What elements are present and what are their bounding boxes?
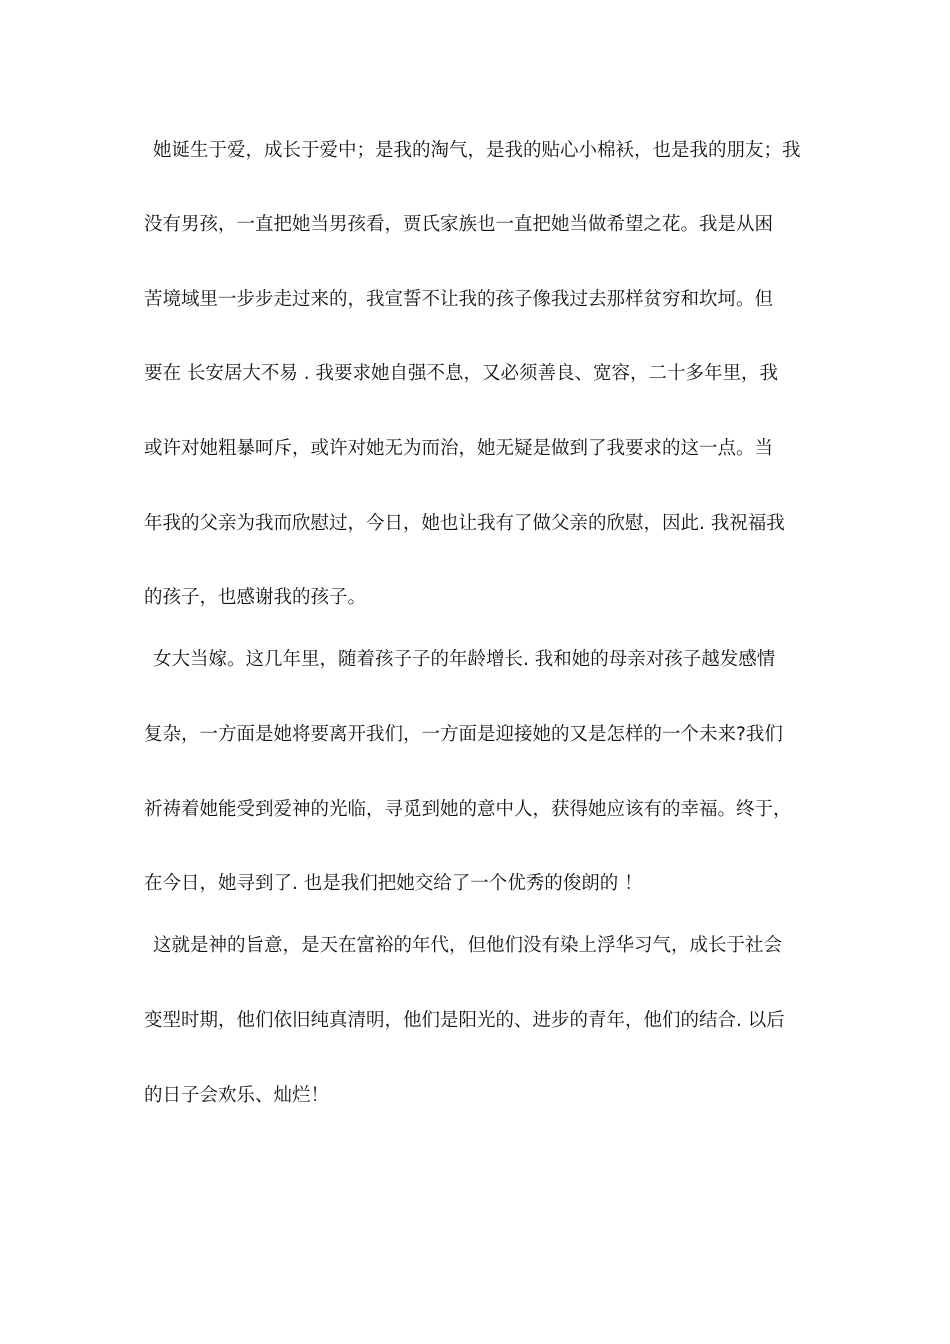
paragraph-1-line-2: 没有男孩，一直把她当男孩看，贾氏家族也一直把她当做希望之花。我是从困 — [144, 214, 774, 235]
paragraph-1-line-4: 要在 长安居大不易 . 我要求她自强不息，又必须善良、宽容，二十多年里，我 — [144, 363, 779, 384]
paragraph-1-line-6: 年我的父亲为我而欣慰过，今日，她也让我有了做父亲的欣慰，因此. 我祝福我 — [144, 513, 785, 534]
paragraph-2-line-4: 在今日，她寻到了. 也是我们把她交给了一个优秀的俊朗的 ！ — [144, 873, 643, 894]
paragraph-3-line-3: 的日子会欢乐、灿烂！ — [144, 1085, 330, 1106]
paragraph-3-line-2: 变型时期，他们依旧纯真清明，他们是阳光的、进步的青年，他们的结合. 以后 — [144, 1010, 785, 1031]
paragraph-2-line-2: 复杂，一方面是她将要离开我们，一方面是迎接她的又是怎样的一个未来?我们 — [144, 724, 783, 745]
paragraph-3-line-1: 这就是神的旨意，是天在富裕的年代，但他们没有染上浮华习气，成长于社会 — [153, 935, 783, 956]
paragraph-1-line-3: 苦境域里一步步走过来的，我宣誓不让我的孩子像我过去那样贫穷和坎坷。但 — [144, 289, 774, 310]
paragraph-1-line-7: 的孩子，也感谢我的孩子。 — [144, 587, 367, 608]
paragraph-2-line-3: 祈祷着她能受到爱神的光临，寻觅到她的意中人，获得她应该有的幸福。终于， — [144, 799, 792, 820]
paragraph-1-line-5: 或许对她粗暴呵斥，或许对她无为而治，她无疑是做到了我要求的这一点。当 — [144, 438, 774, 459]
paragraph-1-line-1: 她诞生于爱，成长于爱中；是我的淘气，是我的贴心小棉袄，也是我的朋友；我 — [153, 140, 801, 161]
paragraph-2-line-1: 女大当嫁。这几年里，随着孩子子的年龄增长. 我和她的母亲对孩子越发感情 — [153, 649, 776, 670]
